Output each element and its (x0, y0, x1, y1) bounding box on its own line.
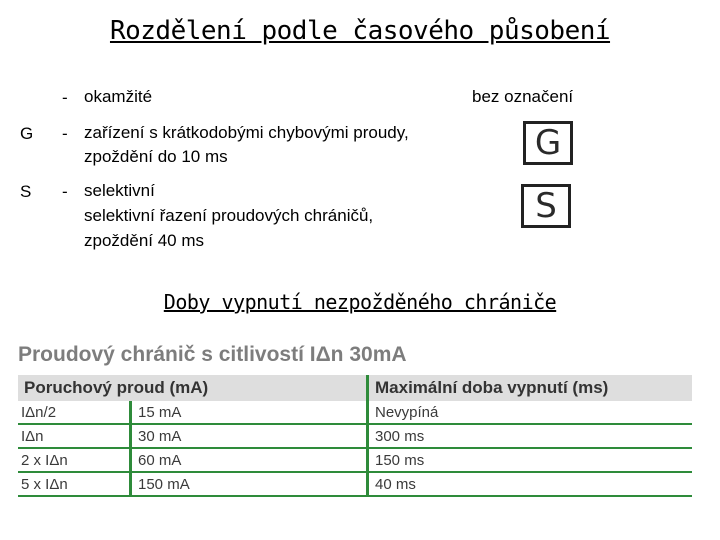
row-time: 150 ms (368, 448, 693, 472)
table-header-row (18, 375, 692, 401)
row-label: 2 x IΔn (18, 448, 131, 472)
bullet-dash: - (62, 88, 68, 107)
type-g-text-line1: zařízení s krátkodobými chybovými proudy, (84, 123, 409, 142)
table-row (18, 401, 692, 424)
header-max-trip-time: Maximální doba vypnutí (ms) (368, 375, 693, 401)
type-instant-text: okamžité (84, 87, 153, 106)
table-title: Proudový chránič s citlivostí IΔn 30mA (18, 343, 407, 366)
trip-time-table (18, 375, 692, 497)
header-fault-current: Poruchový proud (mA) (18, 375, 368, 401)
bullet-dash: - (62, 124, 68, 143)
row-label: 5 x IΔn (18, 472, 131, 496)
table-row (18, 448, 692, 472)
type-s-text-line1: selektivní (84, 181, 155, 200)
type-s-text-line2: selektivní řazení proudových chráničů, (84, 206, 374, 225)
type-g-letter: G (20, 124, 34, 143)
row-current: 30 mA (131, 424, 368, 448)
row-time: 300 ms (368, 424, 693, 448)
type-s-badge: S (521, 184, 571, 228)
type-g-text-line2: zpoždění do 10 ms (84, 147, 228, 166)
table-row (18, 424, 692, 448)
type-g-badge: G (523, 121, 573, 165)
row-label: IΔn (18, 424, 131, 448)
row-label: IΔn/2 (18, 401, 131, 424)
row-current: 150 mA (131, 472, 368, 496)
type-instant-note: bez označení (472, 87, 574, 106)
row-time: Nevypíná (368, 401, 693, 424)
bullet-dash: - (62, 182, 68, 201)
table-row (18, 472, 692, 496)
type-s-text-line3: zpoždění 40 ms (84, 231, 205, 250)
section-subtitle: Doby vypnutí nezpožděného chrániče (163, 290, 557, 314)
row-current: 60 mA (131, 448, 368, 472)
page-title: Rozdělení podle časového působení (109, 16, 611, 46)
type-s-letter: S (20, 182, 32, 201)
row-current: 15 mA (131, 401, 368, 424)
row-time: 40 ms (368, 472, 693, 496)
